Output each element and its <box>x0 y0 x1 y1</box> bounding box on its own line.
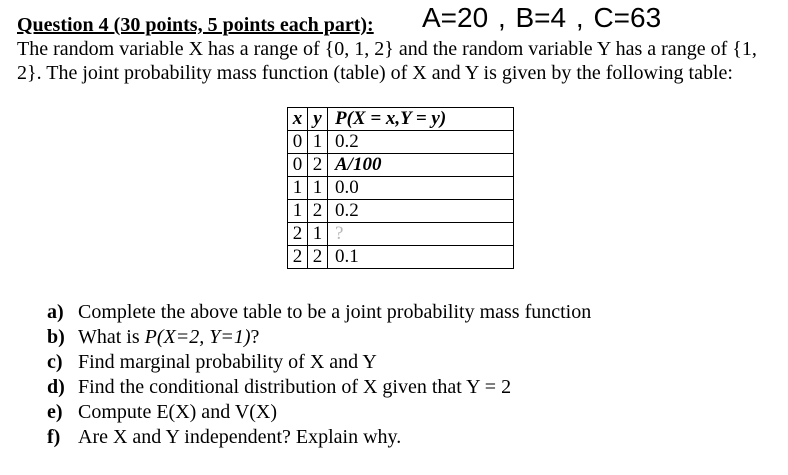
table-row <box>288 131 514 154</box>
part-label: e) <box>47 401 63 423</box>
list-item <box>47 400 591 425</box>
list-item <box>47 350 591 375</box>
table-row <box>288 200 514 223</box>
question-parts-list <box>47 300 591 450</box>
header-y: y <box>308 108 328 131</box>
cell-x: 0 <box>288 154 308 177</box>
part-label: c) <box>47 351 63 373</box>
part-text: What is <box>78 326 145 348</box>
part-text: ? <box>250 326 260 348</box>
header-probability: P(X = x,Y = y) <box>328 108 514 131</box>
header-x: x <box>288 108 308 131</box>
list-item <box>47 425 591 450</box>
list-item <box>47 300 591 325</box>
list-item <box>47 375 591 400</box>
question-title: Question 4 (30 points, 5 points each part): <box>17 14 374 36</box>
cell-y: 1 <box>308 223 328 246</box>
table-row <box>288 246 514 269</box>
cell-probability: A/100 <box>328 154 514 177</box>
cell-probability: 0.2 <box>328 131 514 154</box>
part-label: a) <box>47 301 64 323</box>
part-label: f) <box>47 426 61 448</box>
cell-probability: 0.2 <box>328 200 514 223</box>
cell-y: 2 <box>308 200 328 223</box>
cell-x: 1 <box>288 177 308 200</box>
part-text-italic: P(X=2, Y=1) <box>144 326 251 348</box>
cell-probability-missing: ? <box>328 223 514 246</box>
abc-values: A=20 , B=4 , C=63 <box>422 2 662 33</box>
cell-x: 2 <box>288 223 308 246</box>
intro-paragraph: The random variable X has a range of {0, 1, 2} and the random variable Y has a range of {1, 2}. The joint probability mass function (table) of X and Y is given by the following table: <box>17 38 757 84</box>
cell-y: 1 <box>308 177 328 200</box>
part-label: b) <box>47 326 65 348</box>
cell-y: 1 <box>308 131 328 154</box>
table-header-row <box>288 108 514 131</box>
question-header <box>17 2 777 34</box>
cell-y: 2 <box>308 246 328 269</box>
part-text: Are X and Y independent? Explain why. <box>78 426 402 448</box>
cell-y: 2 <box>308 154 328 177</box>
cell-probability: 0.1 <box>328 246 514 269</box>
table-row <box>288 154 514 177</box>
table-row <box>288 223 514 246</box>
cell-probability: 0.0 <box>328 177 514 200</box>
part-text: Find marginal probability of X and Y <box>78 351 377 373</box>
part-text: Complete the above table to be a joint probability mass function <box>78 301 592 323</box>
table-row <box>288 177 514 200</box>
cell-x: 0 <box>288 131 308 154</box>
list-item <box>47 325 591 350</box>
cell-x: 1 <box>288 200 308 223</box>
joint-pmf-table <box>287 107 514 269</box>
part-text: Find the conditional distribution of X given that Y = 2 <box>78 376 512 398</box>
cell-x: 2 <box>288 246 308 269</box>
part-label: d) <box>47 376 65 398</box>
part-text: Compute E(X) and V(X) <box>78 401 278 423</box>
